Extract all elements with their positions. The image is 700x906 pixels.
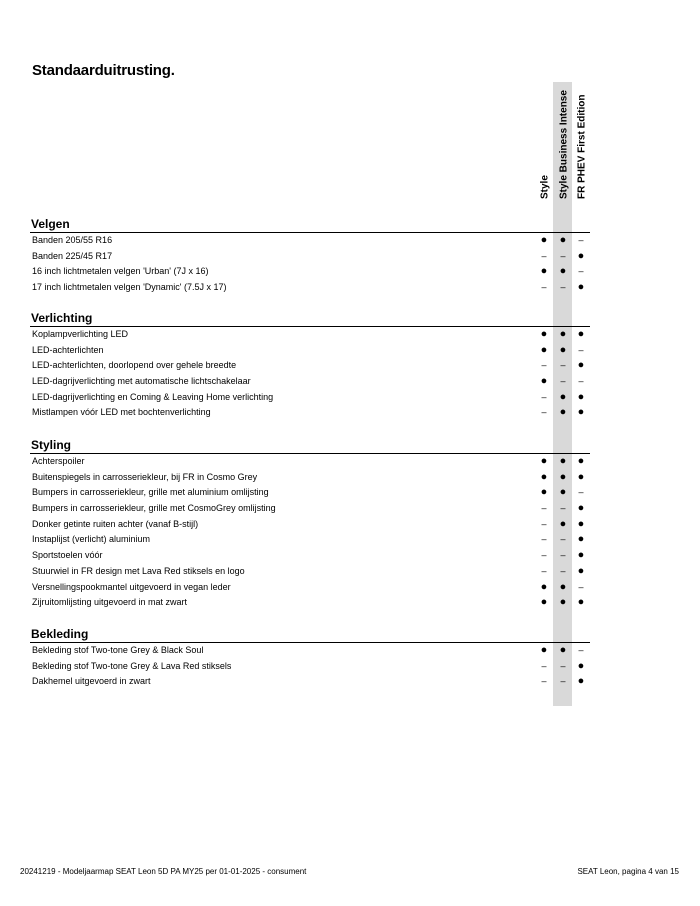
row-label: 16 inch lichtmetalen velgen 'Urban' (7J x 16) xyxy=(32,266,209,277)
row-label: Stuurwiel in FR design met Lava Red stiksels en logo xyxy=(32,565,245,576)
row-label: Mistlampen vóór LED met bochtenverlichting xyxy=(32,407,211,418)
table-row xyxy=(30,674,590,690)
availability-mark: – xyxy=(578,376,584,387)
row-label: LED-achterlichten xyxy=(32,344,104,355)
row-label: Versnellingspookmantel uitgevoerd in vegan leder xyxy=(32,581,231,592)
availability-mark: – xyxy=(578,266,584,277)
table-row xyxy=(30,454,590,470)
footer-right: SEAT Leon, pagina 4 van 15 xyxy=(577,867,679,876)
availability-mark: ● xyxy=(540,486,548,499)
section-styling xyxy=(30,437,590,611)
availability-mark: – xyxy=(578,487,584,498)
availability-mark: ● xyxy=(540,234,548,246)
section-title: Bekleding xyxy=(30,626,590,643)
availability-mark: ● xyxy=(559,234,567,246)
availability-mark: – xyxy=(541,550,547,561)
table-row xyxy=(30,564,590,580)
availability-mark: – xyxy=(560,660,566,671)
column-header-style-business-intense xyxy=(555,92,573,210)
table-row xyxy=(30,249,590,265)
availability-mark: ● xyxy=(577,659,585,672)
row-label: LED-dagrijverlichting en Coming & Leaving Home verlichting xyxy=(32,391,274,402)
availability-mark: ● xyxy=(577,502,585,515)
availability-mark: – xyxy=(560,376,566,387)
availability-mark: ● xyxy=(577,549,585,562)
availability-mark: ● xyxy=(559,455,567,467)
availability-mark: – xyxy=(541,391,547,402)
table-row xyxy=(30,233,590,249)
row-label: Bumpers in carrosseriekleur, grille met CosmoGrey omlijsting xyxy=(32,503,276,514)
availability-mark: ● xyxy=(559,390,567,403)
availability-mark: ● xyxy=(559,406,567,419)
section-bekleding xyxy=(30,626,590,690)
section-title: Verlichting xyxy=(30,310,590,327)
availability-mark: ● xyxy=(540,644,548,656)
availability-mark: ● xyxy=(577,390,585,403)
column-header-style xyxy=(536,92,554,210)
availability-mark: ● xyxy=(577,455,585,467)
availability-mark: – xyxy=(541,660,547,671)
column-header-label: FR PHEV First Edition xyxy=(576,94,588,199)
availability-mark: – xyxy=(541,407,547,418)
availability-mark: ● xyxy=(559,644,567,656)
availability-mark: – xyxy=(560,550,566,561)
availability-mark: ● xyxy=(577,470,585,483)
availability-mark: ● xyxy=(559,265,567,278)
table-row xyxy=(30,358,590,374)
column-header-fr-phev xyxy=(573,92,591,210)
availability-mark: ● xyxy=(540,343,548,356)
column-header-label: Style Business Intense xyxy=(558,90,570,199)
availability-mark: – xyxy=(560,360,566,371)
availability-mark: ● xyxy=(577,249,585,262)
availability-mark: – xyxy=(578,581,584,592)
availability-mark: ● xyxy=(577,596,585,609)
table-row xyxy=(30,580,590,596)
availability-mark: – xyxy=(541,250,547,261)
availability-mark: ● xyxy=(559,343,567,356)
table-row xyxy=(30,327,590,343)
table-row xyxy=(30,548,590,564)
availability-mark: – xyxy=(541,518,547,529)
table-row xyxy=(30,643,590,659)
row-label: Dakhemel uitgevoerd in zwart xyxy=(32,676,151,687)
availability-mark: ● xyxy=(540,265,548,278)
table-row xyxy=(30,659,590,675)
table-row xyxy=(30,470,590,486)
row-label: Koplampverlichting LED xyxy=(32,329,129,339)
table-row xyxy=(30,532,590,548)
availability-mark: ● xyxy=(559,328,567,340)
row-label: Sportstoelen vóór xyxy=(32,550,103,561)
row-label: Bumpers in carrosseriekleur, grille met aluminium omlijsting xyxy=(32,487,269,498)
availability-mark: – xyxy=(541,503,547,514)
availability-mark: – xyxy=(541,282,547,293)
column-header-label: Style xyxy=(539,175,551,199)
availability-mark: – xyxy=(541,676,547,687)
section-title: Styling xyxy=(30,437,590,454)
availability-mark: ● xyxy=(540,596,548,609)
availability-mark: ● xyxy=(540,455,548,467)
availability-mark: ● xyxy=(577,406,585,419)
row-label: LED-achterlichten, doorlopend over gehele breedte xyxy=(32,360,237,371)
row-label: 17 inch lichtmetalen velgen 'Dynamic' (7.5J x 17) xyxy=(32,282,227,293)
availability-mark: ● xyxy=(540,470,548,483)
section-verlichting xyxy=(30,310,590,421)
availability-mark: ● xyxy=(577,359,585,372)
section-title: Velgen xyxy=(30,216,590,233)
row-label: Buitenspiegels in carrosseriekleur, bij FR in Cosmo Grey xyxy=(32,471,258,482)
footer-left: 20241219 - Modeljaarmap SEAT Leon 5D PA MY25 per 01-01-2025 - consument xyxy=(20,867,307,876)
availability-mark: ● xyxy=(559,596,567,609)
table-row xyxy=(30,485,590,501)
row-label: Achterspoiler xyxy=(32,456,85,466)
table-row xyxy=(30,343,590,359)
table-row xyxy=(30,280,590,296)
row-label: Banden 225/45 R17 xyxy=(32,250,113,261)
table-row xyxy=(30,374,590,390)
row-label: Instaplijst (verlicht) aluminium xyxy=(32,534,151,545)
availability-mark: – xyxy=(560,503,566,514)
availability-mark: – xyxy=(560,565,566,576)
availability-mark: – xyxy=(578,235,584,245)
row-label: Bekleding stof Two-tone Grey & Lava Red stiksels xyxy=(32,660,232,671)
availability-mark: – xyxy=(541,360,547,371)
availability-mark: – xyxy=(578,344,584,355)
availability-mark: ● xyxy=(559,517,567,530)
row-label: Banden 205/55 R16 xyxy=(32,235,113,245)
availability-mark: ● xyxy=(540,375,548,388)
availability-mark: ● xyxy=(540,328,548,340)
availability-mark: ● xyxy=(559,486,567,499)
availability-mark: – xyxy=(560,534,566,545)
availability-mark: – xyxy=(541,565,547,576)
availability-mark: ● xyxy=(577,281,585,294)
availability-mark: – xyxy=(541,534,547,545)
table-row xyxy=(30,390,590,406)
page-title: Standaarduitrusting. xyxy=(32,62,175,79)
row-label: LED-dagrijverlichting met automatische lichtschakelaar xyxy=(32,376,251,387)
table-row xyxy=(30,501,590,517)
availability-mark: ● xyxy=(577,564,585,577)
availability-mark: – xyxy=(560,250,566,261)
table-row xyxy=(30,405,590,421)
table-row xyxy=(30,595,590,611)
section-velgen xyxy=(30,216,590,296)
availability-mark: ● xyxy=(577,533,585,546)
availability-mark: – xyxy=(560,282,566,293)
availability-mark: ● xyxy=(577,517,585,530)
availability-mark: ● xyxy=(559,580,567,593)
availability-mark: ● xyxy=(540,580,548,593)
row-label: Donker getinte ruiten achter (vanaf B-stijl) xyxy=(32,518,199,529)
row-label: Zijruitomlijsting uitgevoerd in mat zwart xyxy=(32,597,188,608)
availability-mark: ● xyxy=(577,328,585,340)
availability-mark: ● xyxy=(577,675,585,688)
availability-mark: ● xyxy=(559,470,567,483)
table-row xyxy=(30,517,590,533)
table-row xyxy=(30,264,590,280)
row-label: Bekleding stof Two-tone Grey & Black Soul xyxy=(32,645,204,655)
availability-mark: – xyxy=(578,645,584,655)
availability-mark: – xyxy=(560,676,566,687)
